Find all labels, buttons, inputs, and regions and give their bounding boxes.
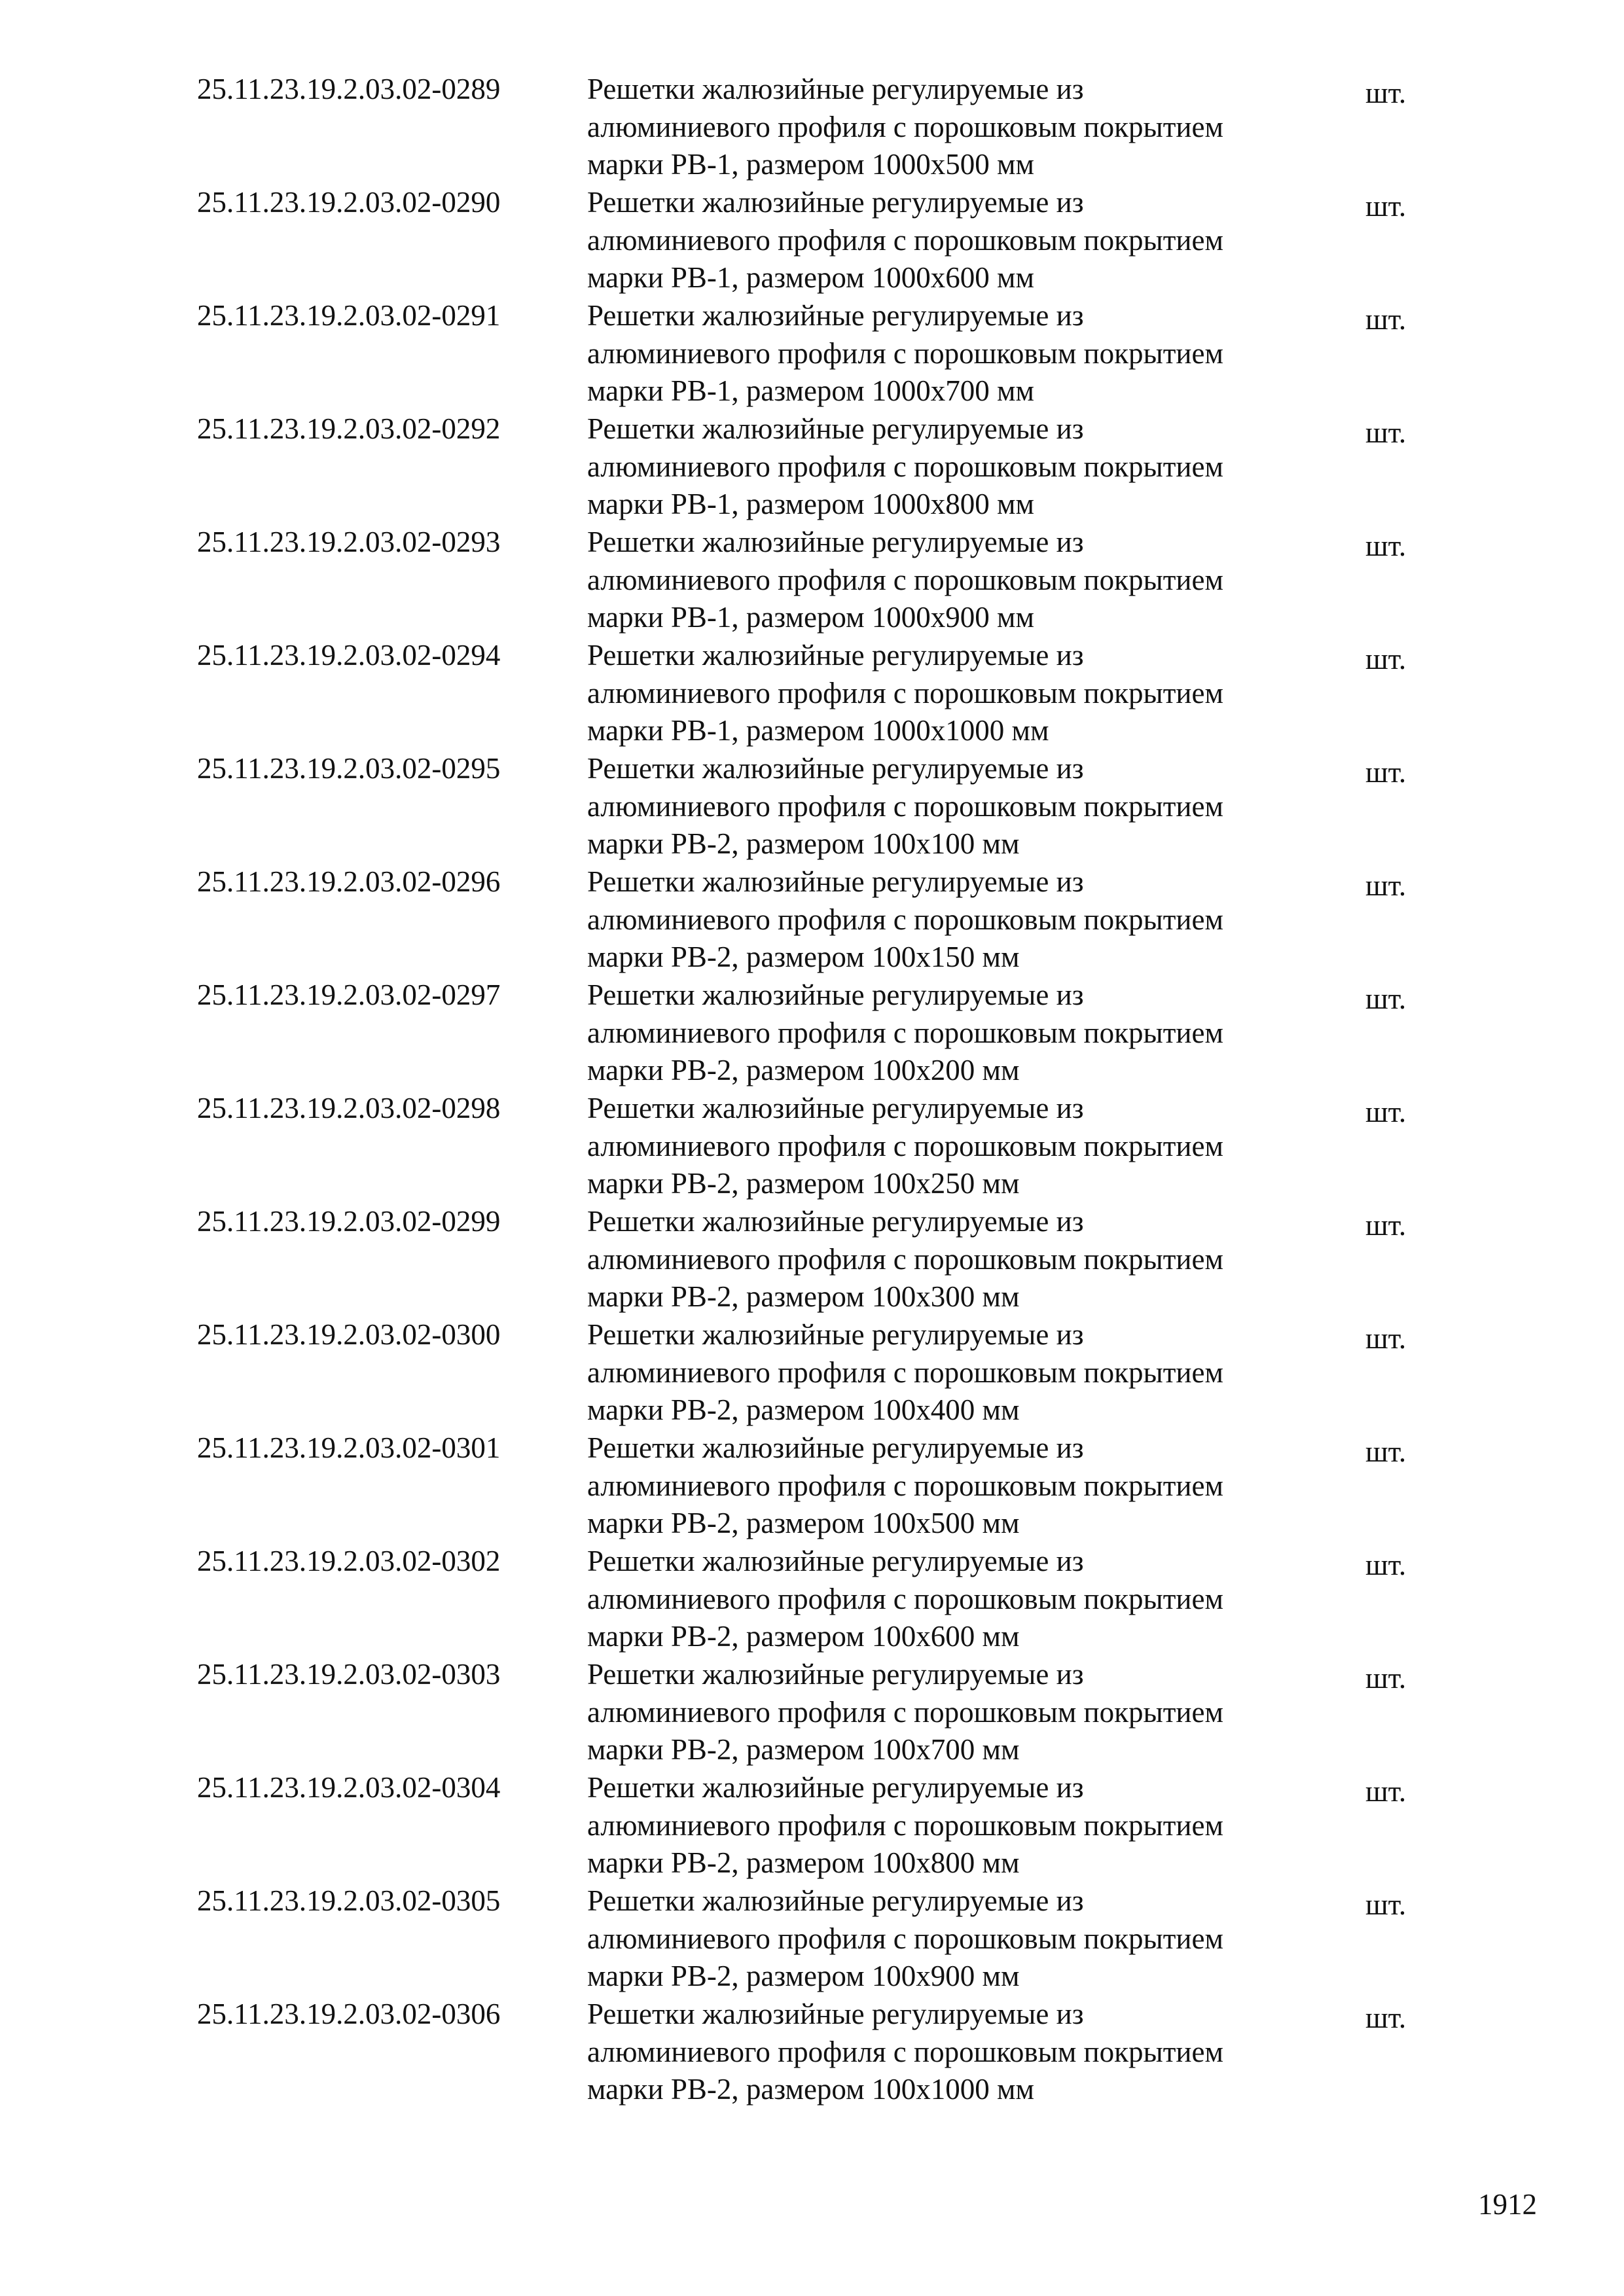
item-code: 25.11.23.19.2.03.02-0295 [197, 752, 501, 785]
item-unit: шт. [1365, 416, 1407, 449]
item-code: 25.11.23.19.2.03.02-0299 [197, 1205, 501, 1238]
item-unit: шт. [1365, 303, 1407, 336]
item-description-line: Решетки жалюзийные регулируемые из [587, 1884, 1084, 1917]
item-description-line: алюминиевого профиля с порошковым покрытием [587, 450, 1223, 483]
item-unit: шт. [1365, 1435, 1407, 1468]
item-description [587, 184, 1340, 297]
item-description-line: Решетки жалюзийные регулируемые из [587, 526, 1084, 558]
list-item [197, 1656, 1441, 1769]
item-description-line: алюминиевого профиля с порошковым покрытием [587, 903, 1223, 936]
item-code: 25.11.23.19.2.03.02-0302 [197, 1545, 501, 1577]
item-description-line: марки РВ-2, размером 100х600 мм [587, 1620, 1020, 1653]
item-code: 25.11.23.19.2.03.02-0289 [197, 73, 501, 105]
item-description [587, 410, 1340, 524]
list-item [197, 1769, 1441, 1882]
item-unit: шт. [1365, 1322, 1407, 1355]
item-description-line: алюминиевого профиля с порошковым покрытием [587, 2035, 1223, 2068]
list-item [197, 410, 1441, 524]
item-description [587, 1429, 1340, 1543]
item-description-line: Решетки жалюзийные регулируемые из [587, 1092, 1084, 1124]
item-unit: шт. [1365, 2001, 1407, 2034]
list-item [197, 637, 1441, 750]
item-description-line: марки РВ-1, размером 1000х1000 мм [587, 714, 1049, 747]
item-description-line: марки РВ-1, размером 1000х700 мм [587, 374, 1034, 408]
item-code: 25.11.23.19.2.03.02-0304 [197, 1771, 501, 1804]
list-item [197, 863, 1441, 977]
item-description [587, 1203, 1340, 1316]
item-description-line: алюминиевого профиля с порошковым покрытием [587, 223, 1223, 257]
list-item [197, 750, 1441, 863]
item-description [587, 1656, 1340, 1769]
item-description [587, 863, 1340, 977]
item-description-line: алюминиевого профиля с порошковым покрытием [587, 1582, 1223, 1615]
item-description [587, 637, 1340, 750]
list-item [197, 977, 1441, 1090]
item-code: 25.11.23.19.2.03.02-0294 [197, 639, 501, 672]
item-code: 25.11.23.19.2.03.02-0296 [197, 865, 501, 898]
item-description-line: алюминиевого профиля с порошковым покрытием [587, 336, 1223, 370]
item-description-line: Решетки жалюзийные регулируемые из [587, 186, 1084, 219]
item-description-line: марки РВ-1, размером 1000х600 мм [587, 261, 1034, 295]
list-item [197, 1996, 1441, 2109]
list-item [197, 1090, 1441, 1203]
item-description [587, 1543, 1340, 1656]
item-description-line: Решетки жалюзийные регулируемые из [587, 1318, 1084, 1351]
item-description-line: марки РВ-1, размером 1000х800 мм [587, 488, 1034, 521]
catalog-list [197, 71, 1441, 2109]
item-description-line: алюминиевого профиля с порошковым покрытием [587, 1808, 1223, 1842]
item-code: 25.11.23.19.2.03.02-0305 [197, 1884, 501, 1917]
list-item [197, 1882, 1441, 1996]
item-description-line: марки РВ-2, размером 100х150 мм [587, 941, 1020, 974]
item-description-line: Решетки жалюзийные регулируемые из [587, 1771, 1084, 1804]
item-description-line: марки РВ-1, размером 1000х900 мм [587, 601, 1034, 634]
list-item [197, 184, 1441, 297]
item-unit: шт. [1365, 1096, 1407, 1128]
item-description-line: марки РВ-2, размером 100х700 мм [587, 1733, 1020, 1767]
list-item [197, 524, 1441, 637]
item-description [587, 977, 1340, 1090]
item-description [587, 71, 1340, 184]
list-item [197, 1316, 1441, 1429]
item-description-line: алюминиевого профиля с порошковым покрытием [587, 1242, 1223, 1276]
list-item [197, 1543, 1441, 1656]
item-description [587, 1882, 1340, 1996]
item-unit: шт. [1365, 77, 1407, 109]
item-description-line: марки РВ-2, размером 100х200 мм [587, 1054, 1020, 1087]
item-description-line: Решетки жалюзийные регулируемые из [587, 73, 1084, 105]
item-description [587, 524, 1340, 637]
item-description [587, 1090, 1340, 1203]
list-item [197, 71, 1441, 184]
item-description-line: марки РВ-2, размером 100х250 мм [587, 1167, 1020, 1200]
item-description-line: Решетки жалюзийные регулируемые из [587, 412, 1084, 445]
item-description-line: алюминиевого профиля с порошковым покрытием [587, 1922, 1223, 1955]
item-description-line: Решетки жалюзийные регулируемые из [587, 865, 1084, 898]
item-unit: шт. [1365, 1888, 1407, 1921]
list-item [197, 1203, 1441, 1316]
item-description-line: алюминиевого профиля с порошковым покрытием [587, 1695, 1223, 1729]
item-description-line: марки РВ-2, размером 100х300 мм [587, 1280, 1020, 1314]
item-description [587, 1996, 1340, 2109]
item-unit: шт. [1365, 190, 1407, 223]
item-description-line: Решетки жалюзийные регулируемые из [587, 1658, 1084, 1691]
item-description-line: алюминиевого профиля с порошковым покрытием [587, 110, 1223, 143]
item-description-line: марки РВ-1, размером 1000х500 мм [587, 148, 1034, 181]
item-description-line: алюминиевого профиля с порошковым покрытием [587, 563, 1223, 596]
item-description-line: марки РВ-2, размером 100х900 мм [587, 1960, 1020, 1993]
item-code: 25.11.23.19.2.03.02-0293 [197, 526, 501, 558]
item-description [587, 297, 1340, 410]
item-unit: шт. [1365, 1662, 1407, 1695]
item-unit: шт. [1365, 1775, 1407, 1808]
item-description-line: марки РВ-2, размером 100х500 мм [587, 1507, 1020, 1540]
item-description-line: Решетки жалюзийные регулируемые из [587, 1431, 1084, 1464]
item-code: 25.11.23.19.2.03.02-0292 [197, 412, 501, 445]
item-description-line: Решетки жалюзийные регулируемые из [587, 639, 1084, 672]
item-description-line: марки РВ-2, размером 100х400 мм [587, 1393, 1020, 1427]
item-unit: шт. [1365, 1209, 1407, 1242]
item-description-line: Решетки жалюзийные регулируемые из [587, 752, 1084, 785]
item-description-line: алюминиевого профиля с порошковым покрытием [587, 676, 1223, 709]
item-description-line: марки РВ-2, размером 100х1000 мм [587, 2073, 1034, 2106]
item-code: 25.11.23.19.2.03.02-0298 [197, 1092, 501, 1124]
item-description-line: алюминиевого профиля с порошковым покрытием [587, 1129, 1223, 1162]
item-unit: шт. [1365, 869, 1407, 902]
item-unit: шт. [1365, 1549, 1407, 1581]
item-code: 25.11.23.19.2.03.02-0303 [197, 1658, 501, 1691]
item-description-line: алюминиевого профиля с порошковым покрытием [587, 1469, 1223, 1502]
item-description-line: Решетки жалюзийные регулируемые из [587, 1998, 1084, 2030]
item-code: 25.11.23.19.2.03.02-0291 [197, 299, 501, 332]
item-description-line: марки РВ-2, размером 100х800 мм [587, 1846, 1020, 1880]
item-code: 25.11.23.19.2.03.02-0297 [197, 978, 501, 1011]
item-description-line: Решетки жалюзийные регулируемые из [587, 299, 1084, 332]
item-description-line: марки РВ-2, размером 100х100 мм [587, 827, 1020, 861]
item-code: 25.11.23.19.2.03.02-0290 [197, 186, 501, 219]
item-code: 25.11.23.19.2.03.02-0306 [197, 1998, 501, 2030]
item-unit: шт. [1365, 982, 1407, 1015]
list-item [197, 297, 1441, 410]
item-description-line: Решетки жалюзийные регулируемые из [587, 1205, 1084, 1238]
item-description [587, 750, 1340, 863]
item-unit: шт. [1365, 756, 1407, 789]
list-item [197, 1429, 1441, 1543]
item-code: 25.11.23.19.2.03.02-0300 [197, 1318, 501, 1351]
item-description-line: алюминиевого профиля с порошковым покрытием [587, 1355, 1223, 1389]
item-description-line: Решетки жалюзийные регулируемые из [587, 978, 1084, 1011]
item-description-line: алюминиевого профиля с порошковым покрытием [587, 789, 1223, 823]
item-description-line: Решетки жалюзийные регулируемые из [587, 1545, 1084, 1577]
item-unit: шт. [1365, 529, 1407, 562]
item-description-line: алюминиевого профиля с порошковым покрытием [587, 1016, 1223, 1049]
item-description [587, 1316, 1340, 1429]
item-unit: шт. [1365, 643, 1407, 675]
item-description [587, 1769, 1340, 1882]
page-number: 1912 [1478, 2188, 1537, 2221]
item-code: 25.11.23.19.2.03.02-0301 [197, 1431, 501, 1464]
